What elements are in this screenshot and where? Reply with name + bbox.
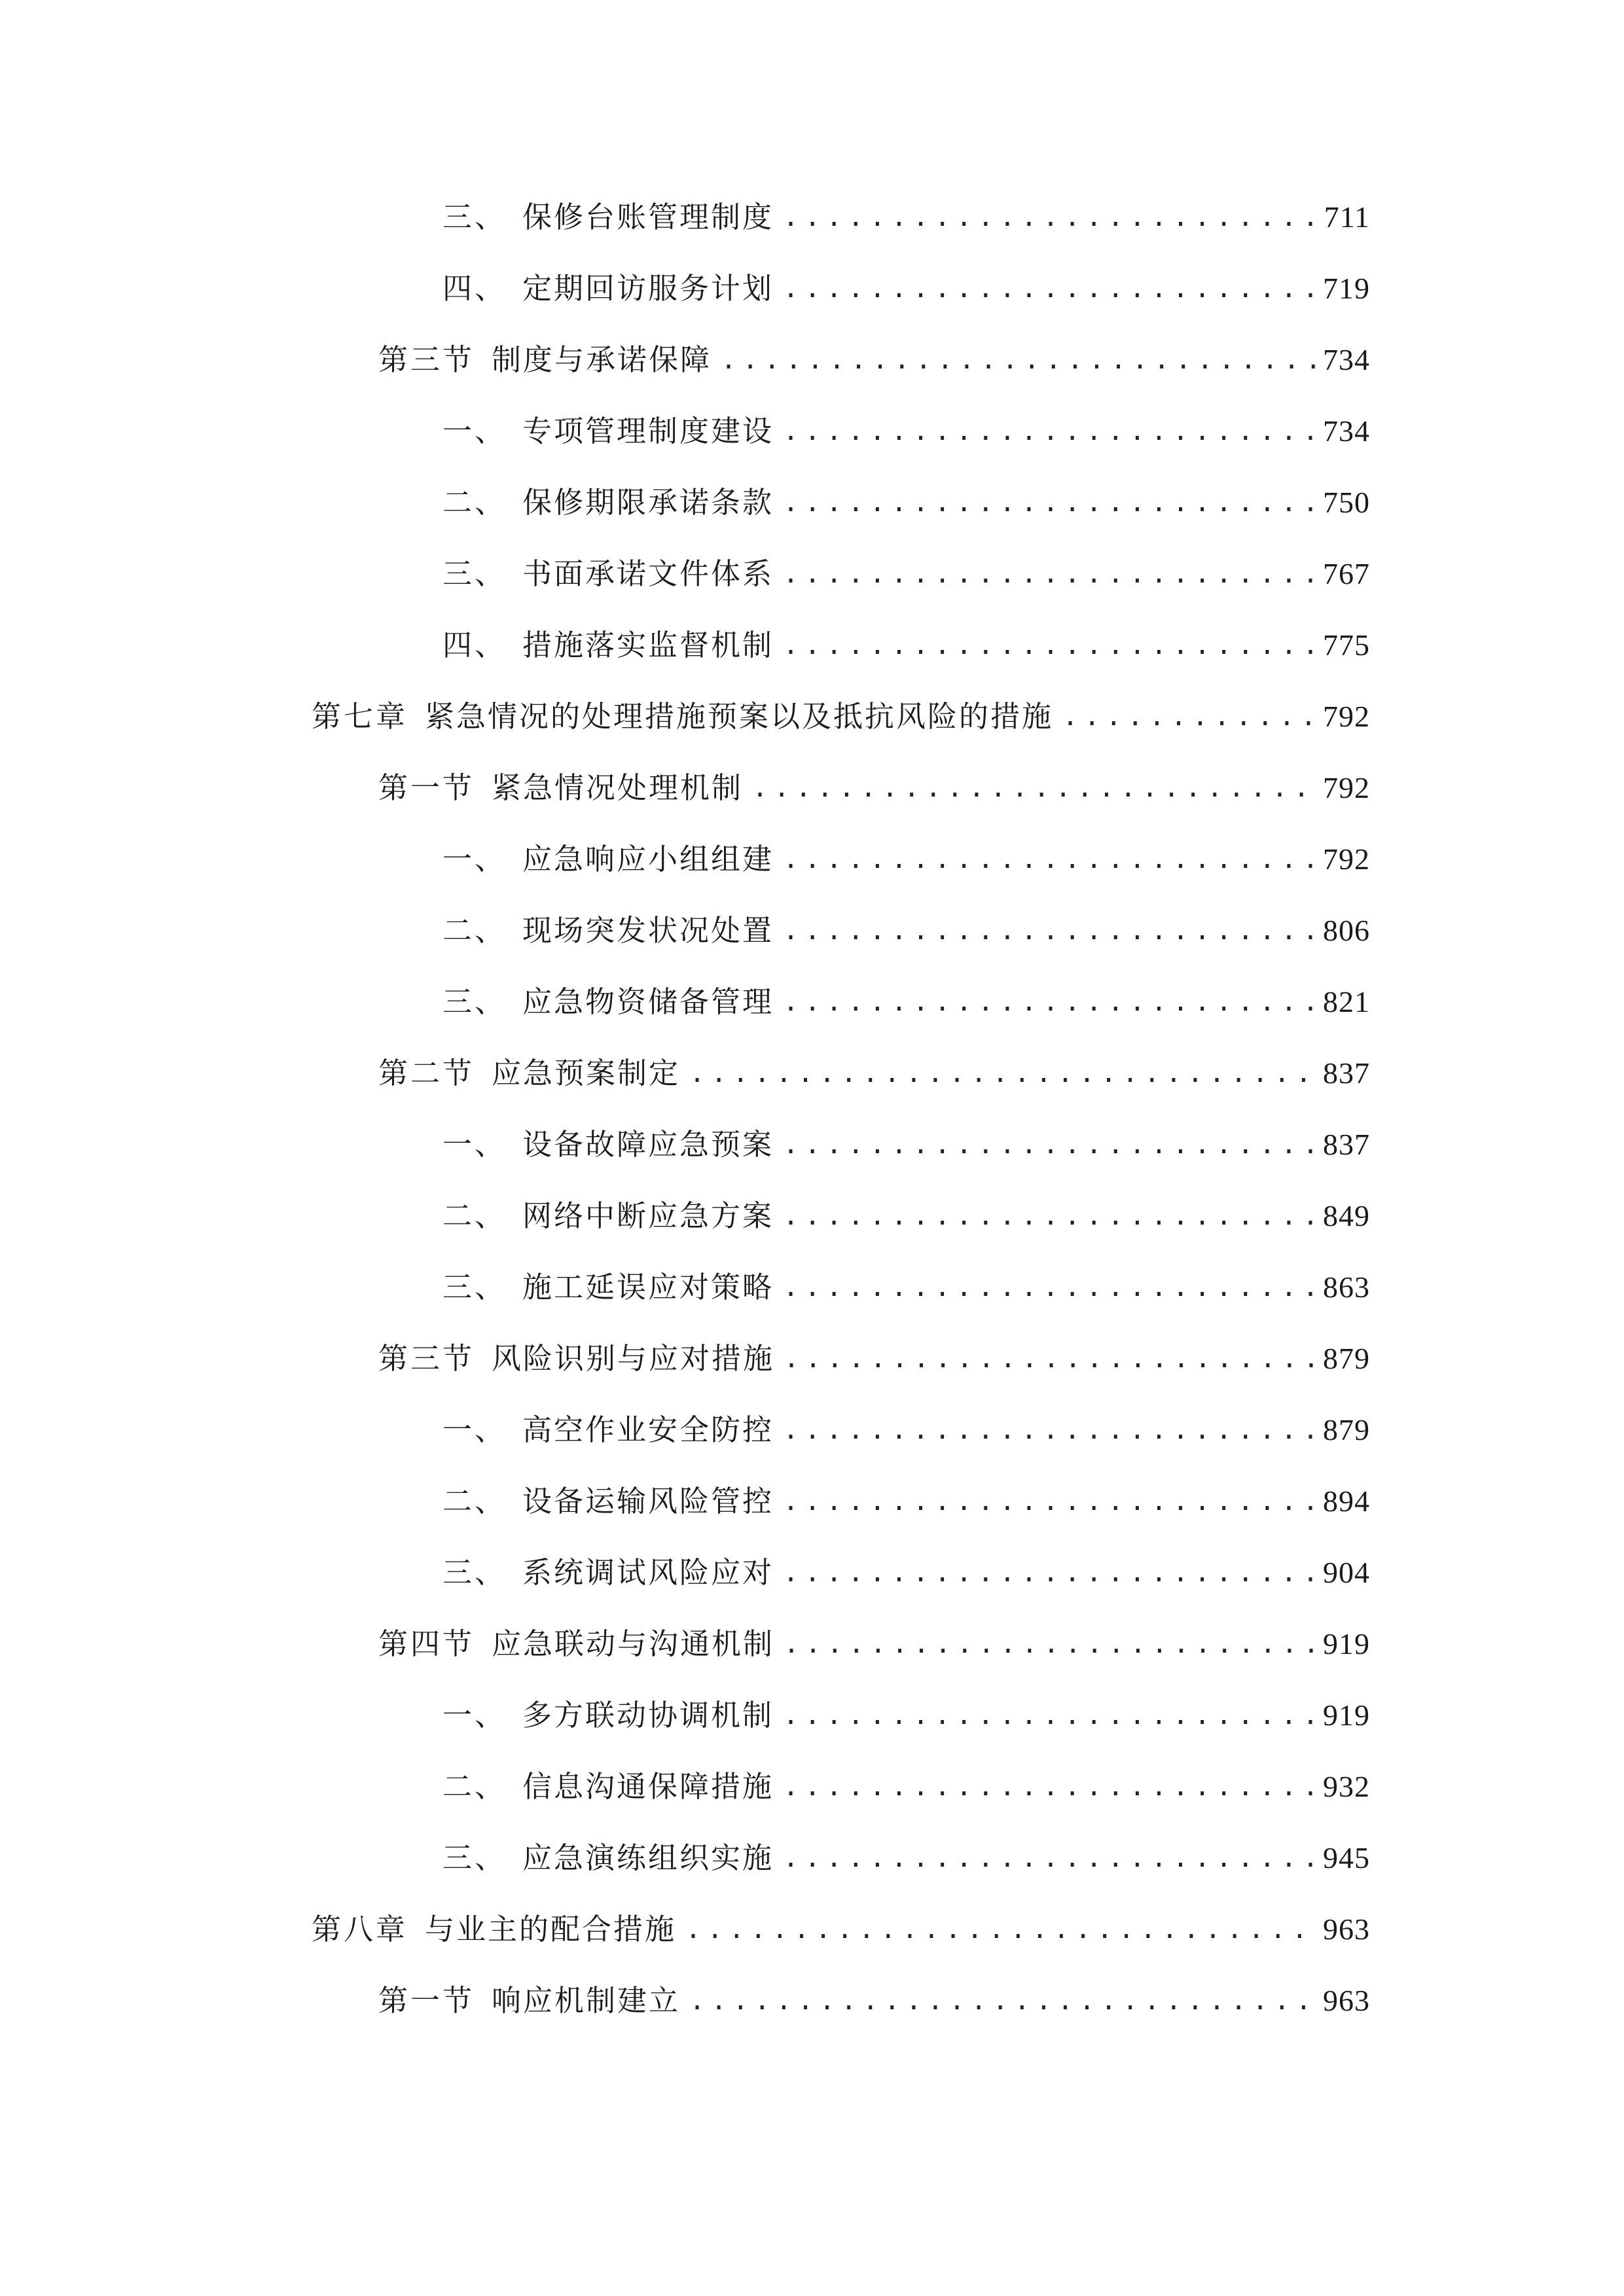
entry-title: 应急物资储备管理 bbox=[522, 984, 774, 1019]
toc-entry[interactable] bbox=[442, 1693, 1370, 1738]
entry-number: 二、 bbox=[442, 913, 507, 948]
entry-number: 四、 bbox=[442, 271, 507, 306]
entry-page-number: 963 bbox=[1323, 1912, 1370, 1946]
dot-leader bbox=[783, 1550, 1316, 1596]
dot-leader bbox=[783, 408, 1316, 454]
dot-leader bbox=[783, 551, 1316, 597]
entry-title: 保修期限承诺条款 bbox=[522, 485, 774, 520]
toc-entry[interactable] bbox=[442, 480, 1370, 526]
toc-entry[interactable] bbox=[442, 408, 1370, 454]
entry-title: 定期回访服务计划 bbox=[522, 271, 774, 306]
entry-title: 信息沟通保障措施 bbox=[522, 1769, 774, 1804]
toc-entry[interactable] bbox=[378, 1050, 1370, 1096]
entry-number: 二、 bbox=[442, 1484, 507, 1518]
entry-number: 第七章 bbox=[312, 699, 408, 734]
toc-entry[interactable] bbox=[442, 551, 1370, 597]
entry-title: 紧急情况处理机制 bbox=[492, 770, 744, 805]
entry-title: 高空作业安全防控 bbox=[522, 1412, 774, 1447]
entry-title: 设备运输风险管控 bbox=[522, 1484, 774, 1518]
entry-page-number: 963 bbox=[1323, 1984, 1370, 2017]
entry-title: 保修台账管理制度 bbox=[522, 200, 774, 234]
toc-entry[interactable] bbox=[442, 1193, 1370, 1239]
entry-title: 专项管理制度建设 bbox=[522, 414, 774, 448]
toc-entry[interactable] bbox=[442, 194, 1370, 240]
toc-entry[interactable] bbox=[442, 979, 1370, 1025]
entry-page-number: 750 bbox=[1323, 486, 1370, 519]
toc-entry[interactable] bbox=[442, 836, 1370, 882]
entry-number: 第三节 bbox=[378, 1341, 475, 1376]
entry-page-number: 879 bbox=[1323, 1342, 1370, 1375]
dot-leader bbox=[783, 979, 1316, 1025]
dot-leader bbox=[784, 1336, 1316, 1382]
entry-number: 三、 bbox=[442, 1270, 507, 1304]
toc-entry[interactable] bbox=[312, 1907, 1370, 1952]
dot-leader bbox=[783, 1693, 1316, 1738]
dot-leader bbox=[783, 1265, 1316, 1310]
toc-entry[interactable] bbox=[442, 1407, 1370, 1453]
entry-title: 设备故障应急预案 bbox=[522, 1127, 774, 1162]
toc-entry[interactable] bbox=[312, 694, 1370, 740]
entry-page-number: 837 bbox=[1323, 1128, 1370, 1161]
toc-entry[interactable] bbox=[442, 622, 1370, 668]
toc-entry[interactable] bbox=[378, 1978, 1370, 2024]
entry-number: 第八章 bbox=[312, 1912, 408, 1946]
entry-title: 现场突发状况处置 bbox=[522, 913, 774, 948]
entry-number: 一、 bbox=[442, 414, 507, 448]
toc-entry[interactable] bbox=[378, 765, 1370, 811]
entry-page-number: 792 bbox=[1323, 842, 1370, 876]
entry-title: 应急联动与沟通机制 bbox=[492, 1626, 775, 1661]
dot-leader bbox=[783, 480, 1316, 526]
entry-page-number: 904 bbox=[1323, 1556, 1370, 1589]
entry-page-number: 792 bbox=[1323, 700, 1370, 733]
entry-page-number: 719 bbox=[1323, 272, 1370, 305]
entry-title: 响应机制建立 bbox=[492, 1983, 681, 2018]
entry-page-number: 711 bbox=[1324, 200, 1370, 234]
toc-entry[interactable] bbox=[442, 908, 1370, 954]
dot-leader bbox=[1062, 694, 1316, 740]
entry-page-number: 767 bbox=[1323, 557, 1370, 590]
entry-title: 制度与承诺保障 bbox=[492, 342, 712, 377]
entry-title: 紧急情况的处理措施预案以及抵抗风险的措施 bbox=[425, 699, 1054, 734]
entry-title: 应急预案制定 bbox=[492, 1056, 681, 1090]
entry-number: 三、 bbox=[442, 1555, 507, 1590]
entry-number: 三、 bbox=[442, 1840, 507, 1875]
dot-leader bbox=[783, 1835, 1316, 1881]
dot-leader bbox=[783, 836, 1316, 882]
toc-entry[interactable] bbox=[442, 1265, 1370, 1310]
dot-leader bbox=[721, 337, 1316, 383]
toc-entry[interactable] bbox=[442, 266, 1370, 312]
entry-number: 一、 bbox=[442, 1127, 507, 1162]
toc-entry[interactable] bbox=[442, 1835, 1370, 1881]
entry-title: 书面承诺文件体系 bbox=[522, 556, 774, 591]
entry-title: 施工延误应对策略 bbox=[522, 1270, 774, 1304]
entry-number: 四、 bbox=[442, 628, 507, 662]
entry-number: 三、 bbox=[442, 200, 507, 234]
dot-leader bbox=[783, 1193, 1316, 1239]
entry-number: 一、 bbox=[442, 1698, 507, 1732]
toc-entry[interactable] bbox=[378, 1336, 1370, 1382]
entry-page-number: 792 bbox=[1323, 771, 1370, 804]
dot-leader bbox=[783, 266, 1316, 312]
entry-page-number: 821 bbox=[1323, 985, 1370, 1018]
entry-page-number: 734 bbox=[1323, 343, 1370, 376]
entry-number: 二、 bbox=[442, 1198, 507, 1233]
entry-number: 二、 bbox=[442, 1769, 507, 1804]
entry-number: 第一节 bbox=[378, 1983, 475, 2018]
dot-leader bbox=[689, 1978, 1316, 2024]
entry-page-number: 919 bbox=[1323, 1627, 1370, 1660]
entry-number: 第三节 bbox=[378, 342, 475, 377]
entry-page-number: 837 bbox=[1323, 1056, 1370, 1090]
dot-leader bbox=[784, 1621, 1316, 1667]
entry-page-number: 919 bbox=[1323, 1698, 1370, 1732]
dot-leader bbox=[783, 1764, 1316, 1810]
entry-number: 三、 bbox=[442, 984, 507, 1019]
dot-leader bbox=[783, 1407, 1316, 1453]
dot-leader bbox=[685, 1907, 1316, 1952]
entry-title: 应急演练组织实施 bbox=[522, 1840, 774, 1875]
entry-number: 一、 bbox=[442, 842, 507, 876]
toc-entry[interactable] bbox=[378, 1621, 1370, 1667]
entry-title: 风险识别与应对措施 bbox=[492, 1341, 775, 1376]
dot-leader bbox=[752, 765, 1316, 811]
entry-page-number: 894 bbox=[1323, 1484, 1370, 1518]
entry-title: 应急响应小组组建 bbox=[522, 842, 774, 876]
toc-entry[interactable] bbox=[442, 1122, 1370, 1168]
toc-entry[interactable] bbox=[442, 1479, 1370, 1524]
dot-leader bbox=[783, 194, 1318, 240]
entry-page-number: 849 bbox=[1323, 1199, 1370, 1232]
toc-entry[interactable] bbox=[378, 337, 1370, 383]
entry-page-number: 879 bbox=[1323, 1413, 1370, 1446]
dot-leader bbox=[689, 1050, 1316, 1096]
entry-page-number: 932 bbox=[1323, 1770, 1370, 1803]
entry-number: 第二节 bbox=[378, 1056, 475, 1090]
entry-page-number: 863 bbox=[1323, 1270, 1370, 1304]
entry-page-number: 775 bbox=[1323, 628, 1370, 662]
entry-page-number: 806 bbox=[1323, 914, 1370, 947]
dot-leader bbox=[783, 1122, 1316, 1168]
entry-number: 二、 bbox=[442, 485, 507, 520]
entry-title: 与业主的配合措施 bbox=[425, 1912, 677, 1946]
entry-title: 多方联动协调机制 bbox=[522, 1698, 774, 1732]
entry-number: 第四节 bbox=[378, 1626, 475, 1661]
toc-entry[interactable] bbox=[442, 1764, 1370, 1810]
entry-page-number: 734 bbox=[1323, 414, 1370, 448]
dot-leader bbox=[783, 622, 1316, 668]
entry-page-number: 945 bbox=[1323, 1841, 1370, 1874]
entry-title: 系统调试风险应对 bbox=[522, 1555, 774, 1590]
dot-leader bbox=[783, 1479, 1316, 1524]
entry-title: 措施落实监督机制 bbox=[522, 628, 774, 662]
entry-title: 网络中断应急方案 bbox=[522, 1198, 774, 1233]
entry-number: 第一节 bbox=[378, 770, 475, 805]
entry-number: 三、 bbox=[442, 556, 507, 591]
toc-entry[interactable] bbox=[442, 1550, 1370, 1596]
entry-number: 一、 bbox=[442, 1412, 507, 1447]
dot-leader bbox=[783, 908, 1316, 954]
